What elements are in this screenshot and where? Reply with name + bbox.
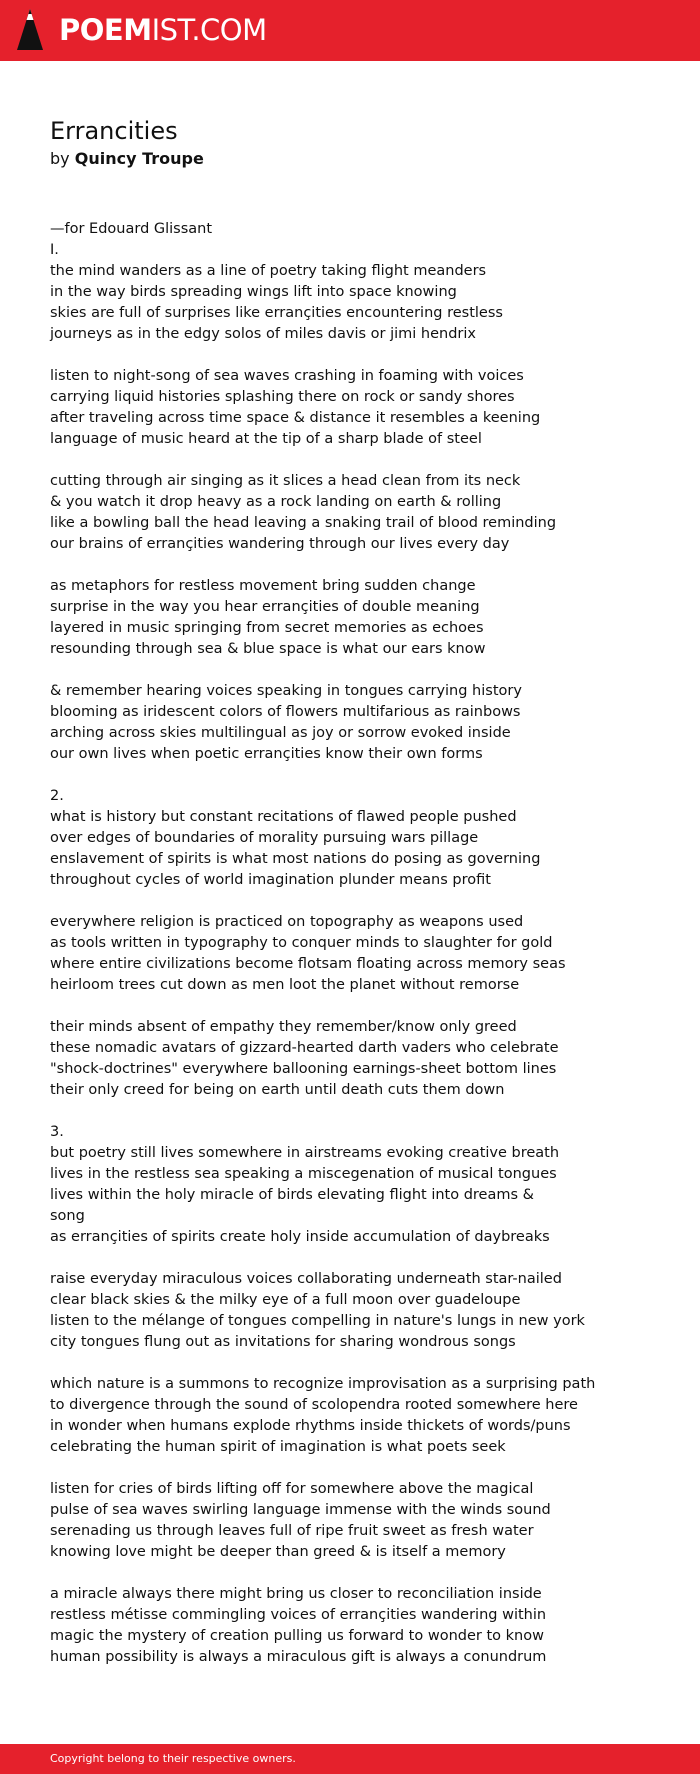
poem-line: blooming as iridescent colors of flowers multifarious as rainbows: [50, 704, 521, 720]
poem-line: listen to night-song of sea waves crashing in foaming with voices: [50, 368, 524, 384]
poem-line: in wonder when humans explode rhythms inside thickets of words/puns: [50, 1418, 571, 1434]
poem-line: I.: [50, 242, 59, 258]
poem-line: but poetry still lives somewhere in airstreams evoking creative breath: [50, 1145, 560, 1161]
poem-line: our own lives when poetic errançities know their own forms: [50, 746, 483, 762]
copyright-text: Copyright belong to their respective owners.: [50, 1752, 296, 1765]
poem-line: their only creed for being on earth until death cuts them down: [50, 1082, 505, 1098]
poem-line: layered in music springing from secret memories as echoes: [50, 620, 484, 636]
poem-line: as metaphors for restless movement bring sudden change: [50, 578, 476, 594]
stanza-break: [50, 765, 650, 786]
poem-line: after traveling across time space & distance it resembles a keening: [50, 410, 541, 426]
poem-line: 2.: [50, 788, 64, 804]
site-logo-text: [59, 8, 267, 52]
poem-line: which nature is a summons to recognize improvisation as a surprising path: [50, 1376, 596, 1392]
stanza-break: [50, 891, 650, 912]
poem-line: knowing love might be deeper than greed & is itself a memory: [50, 1544, 506, 1560]
poem-line: skies are full of surprises like errançities encountering restless: [50, 305, 503, 321]
poem-body: [50, 219, 650, 1668]
poem-line: everywhere religion is practiced on topography as weapons used: [50, 914, 524, 930]
poem-line: to divergence through the sound of scolopendra rooted somewhere here: [50, 1397, 578, 1413]
poem-line: these nomadic avatars of gizzard-hearted darth vaders who celebrate: [50, 1040, 559, 1056]
poem-line: city tongues flung out as invitations for sharing wondrous songs: [50, 1334, 516, 1350]
stanza-break: [50, 1101, 650, 1122]
poem-line: celebrating the human spirit of imagination is what poets seek: [50, 1439, 506, 1455]
site-footer: [0, 1744, 700, 1774]
logo-text-light: IST.COM: [151, 13, 267, 47]
poem-line: listen to the mélange of tongues compelling in nature's lungs in new york: [50, 1313, 585, 1329]
stanza-break: [50, 555, 650, 576]
poem-line: pulse of sea waves swirling language immense with the winds sound: [50, 1502, 551, 1518]
site-header: [0, 0, 700, 61]
poem-line: 3.: [50, 1124, 64, 1140]
poem-line: restless métisse commingling voices of errançities wandering within: [50, 1607, 547, 1623]
poem-line: clear black skies & the milky eye of a full moon over guadeloupe: [50, 1292, 521, 1308]
poem-line: as tools written in typography to conquer minds to slaughter for gold: [50, 935, 553, 951]
poem-line: lives in the restless sea speaking a miscegenation of musical tongues: [50, 1166, 557, 1182]
poem-line: in the way birds spreading wings lift into space knowing: [50, 284, 457, 300]
poem-line: —for Edouard Glissant: [50, 221, 213, 237]
pencil-logo-icon: [16, 8, 44, 52]
poem-line: their minds absent of empathy they remember/know only greed: [50, 1019, 517, 1035]
poem-line: the mind wanders as a line of poetry taking flight meanders: [50, 263, 487, 279]
poem-line: raise everyday miraculous voices collaborating underneath star-nailed: [50, 1271, 562, 1287]
poem-line: where entire civilizations become flotsam floating across memory seas: [50, 956, 566, 972]
poem-line: carrying liquid histories splashing there on rock or sandy shores: [50, 389, 515, 405]
byline-prefix: by: [50, 149, 70, 168]
poem-line: journeys as in the edgy solos of miles davis or jimi hendrix: [50, 326, 476, 342]
stanza-break: [50, 1353, 650, 1374]
author-link[interactable]: Quincy Troupe: [74, 149, 204, 168]
stanza-break: [50, 996, 650, 1017]
poem-line: & remember hearing voices speaking in tongues carrying history: [50, 683, 522, 699]
poem-line: what is history but constant recitations of flawed people pushed: [50, 809, 517, 825]
poem-line: heirloom trees cut down as men loot the planet without remorse: [50, 977, 520, 993]
poem-line: resounding through sea & blue space is what our ears know: [50, 641, 486, 657]
poem-line: arching across skies multilingual as joy or sorrow evoked inside: [50, 725, 511, 741]
site-logo-link[interactable]: [16, 8, 267, 52]
stanza-break: [50, 1563, 650, 1584]
stanza-break: [50, 1248, 650, 1269]
poem-line: like a bowling ball the head leaving a snaking trail of blood reminding: [50, 515, 557, 531]
poem-line: cutting through air singing as it slices a head clean from its neck: [50, 473, 521, 489]
poem-line: as errançities of spirits create holy inside accumulation of daybreaks: [50, 1229, 550, 1245]
stanza-break: [50, 450, 650, 471]
poem-line: serenading us through leaves full of ripe fruit sweet as fresh water: [50, 1523, 534, 1539]
poem-line: surprise in the way you hear errançities of double meaning: [50, 599, 480, 615]
poem-byline: [50, 148, 204, 170]
stanza-break: [50, 1458, 650, 1479]
poem-title: Errancities: [50, 117, 178, 145]
poem-line: listen for cries of birds lifting off for somewhere above the magical: [50, 1481, 534, 1497]
poem-line: magic the mystery of creation pulling us forward to wonder to know: [50, 1628, 544, 1644]
poem-line: language of music heard at the tip of a sharp blade of steel: [50, 431, 482, 447]
poem-line: our brains of errançities wandering through our lives every day: [50, 536, 510, 552]
logo-text-bold: POEM: [59, 13, 152, 47]
poem-line: lives within the holy miracle of birds elevating flight into dreams &: [50, 1187, 534, 1203]
stanza-break: [50, 660, 650, 681]
poem-line: "shock-doctrines" everywhere ballooning earnings-sheet bottom lines: [50, 1061, 557, 1077]
poem-line: throughout cycles of world imagination plunder means profit: [50, 872, 491, 888]
poem-line: a miracle always there might bring us closer to reconciliation inside: [50, 1586, 542, 1602]
poem-line: over edges of boundaries of morality pursuing wars pillage: [50, 830, 479, 846]
poem-line: & you watch it drop heavy as a rock landing on earth & rolling: [50, 494, 502, 510]
poem-line: song: [50, 1208, 85, 1224]
stanza-break: [50, 345, 650, 366]
poem-line: enslavement of spirits is what most nations do posing as governing: [50, 851, 541, 867]
poem-line: human possibility is always a miraculous gift is always a conundrum: [50, 1649, 547, 1665]
